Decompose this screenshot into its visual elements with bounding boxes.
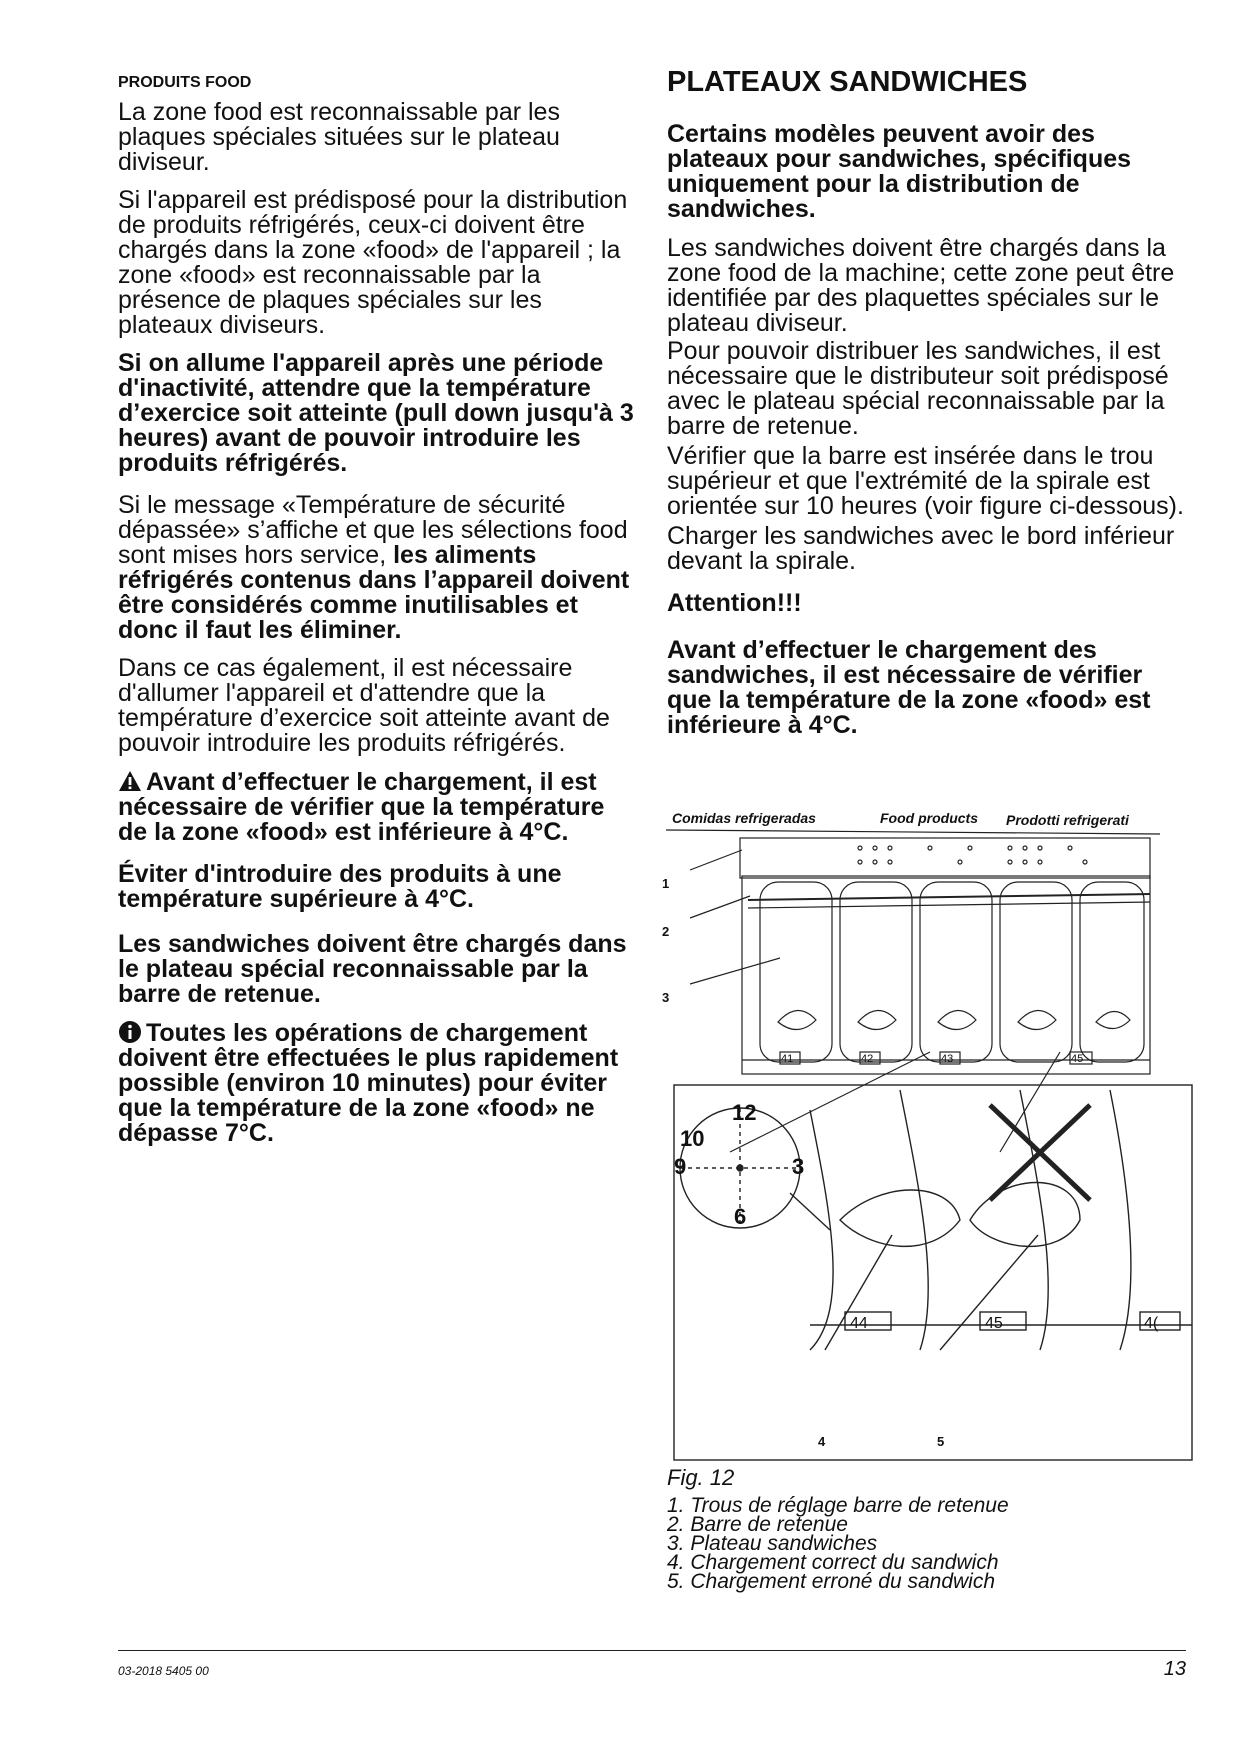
warning-startup: Si on allume l'appareil après une période d'inactivité, attendre que la température d’exercice soit atteinte (pull down jusqu'à 3 heures) avant de pouvoir introduire les produits réfrigérés. [118, 349, 634, 477]
left-column [118, 70, 638, 1159]
warning-triangle-icon [118, 769, 142, 793]
legend-item: 3. Plateau sandwiches [667, 1532, 878, 1555]
paragraph-2: Si l'appareil est prédisposé pour la distribution de produits réfrigérés, ceux-ci doivent être chargés dans la zone «food» de l'appareil ; la zone «food» est reconnaissable par la présence de plaques spéciales sur les plateaux diviseurs. [118, 186, 628, 339]
figure-legend [667, 1496, 1009, 1591]
slot-label-45: 45 [1071, 1053, 1084, 1065]
section-title: PLATEAUX SANDWICHES [667, 66, 1028, 98]
legend-item: 2. Barre de retenue [667, 1513, 848, 1536]
loading-time-note [118, 1020, 638, 1146]
paragraph-safety-message [118, 493, 638, 643]
footer-divider [118, 1650, 1186, 1651]
figure-caption: Fig. 12 [667, 1465, 735, 1490]
safety-message-bold: les aliments réfrigérés contenus dans l’appareil doivent être considérés comme inutilisables et donc il faut les éliminer. [118, 541, 630, 644]
clock-9: 9 [674, 1154, 687, 1179]
paragraph-tray-setup: Pour pouvoir distribuer les sandwiches, il est nécessaire que le distributeur soit prédisposé avec le plateau spécial reconnaissable par la barre de retenue. [667, 337, 1169, 440]
legend-item: 5. Chargement erroné du sandwich [667, 1570, 996, 1593]
document-code: 03-2018 5405 00 [118, 1664, 209, 1678]
clock-3: 3 [792, 1154, 805, 1179]
callout-5: 5 [937, 1434, 945, 1449]
warning-temperature-text: Avant d’effectuer le chargement, il est nécessaire de vérifier que la température de la zone «food» est inférieure à 4°C. [118, 768, 605, 846]
attention-text: Avant d’effectuer le chargement des sandwiches, il est nécessaire de vérifier que la température de la zone «food» est inférieure à 4°C. [667, 636, 1151, 739]
callout-3: 3 [662, 990, 670, 1005]
slot-label-41: 41 [781, 1053, 794, 1065]
safety-message-text: Si le message «Température de sécurité dépassée» s’affiche et que les sélections food sont mises hors service, [118, 491, 628, 569]
sandwich-wrong [970, 1183, 1080, 1247]
clock-6: 6 [734, 1204, 747, 1229]
detail-slot-44: 44 [850, 1315, 868, 1332]
slot-label-43: 43 [941, 1053, 954, 1065]
legend-item: 4. Chargement correct du sandwich [667, 1551, 999, 1574]
strip-label-en: Food products [880, 810, 978, 826]
section-label: PRODUITS FOOD [118, 74, 252, 91]
paragraph-1: La zone food est reconnaissable par les plaques spéciales situées sur le plateau diviseur. [118, 98, 560, 176]
avoid-warm-products: Éviter d'introduire des produits à une température supérieure à 4°C. [118, 860, 562, 913]
intro-bold: Certains modèles peuvent avoir des plateaux pour sandwiches, spécifiques uniquement pour la distribution de sandwiches. [667, 120, 1132, 223]
warning-temperature [118, 769, 638, 845]
strip-label-es: Comidas refrigeradas [672, 810, 816, 826]
page-number: 13 [1163, 1658, 1186, 1680]
clock-12: 12 [732, 1100, 757, 1125]
callout-2: 2 [662, 924, 670, 939]
loading-time-text: Toutes les opérations de chargement doivent être effectuées le plus rapidement possible (environ 10 minutes) pour éviter que la température de la zone «food» ne dépasse 7°C. [118, 1019, 619, 1147]
paragraph-bar-check: Vérifier que la barre est insérée dans le trou supérieur et que l'extrémité de la spirale est orientée sur 10 heures (voir figure ci-dessous). [667, 442, 1184, 520]
info-icon [118, 1020, 142, 1044]
clock-10: 10 [680, 1126, 705, 1151]
right-column [667, 66, 1187, 751]
paragraph-charge: Charger les sandwiches avec le bord inférieur devant la spirale. [667, 522, 1175, 575]
legend-item: 1. Trous de réglage barre de retenue [667, 1494, 1009, 1517]
sandwich-tray-figure [660, 790, 1200, 1480]
paragraph-loading-zone: Les sandwiches doivent être chargés dans la zone food de la machine; cette zone peut être identifiée par des plaquettes spéciales sur le plateau diviseur. [667, 234, 1175, 337]
strip-label-it: Prodotti refrigerati [1006, 812, 1129, 828]
paragraph-restart: Dans ce cas également, il est nécessaire d'allumer l'appareil et d'attendre que la température d’exercice soit atteinte avant de pouvoir introduire les produits réfrigérés. [118, 654, 610, 757]
callout-4: 4 [818, 1434, 826, 1449]
detail-slot-46: 4( [1144, 1315, 1159, 1332]
sandwich-tray-note: Les sandwiches doivent être chargés dans le plateau spécial reconnaissable par la barre de retenue. [118, 930, 627, 1008]
detail-slot-45: 45 [985, 1315, 1003, 1332]
slot-label-42: 42 [861, 1053, 874, 1065]
sandwich-correct [840, 1190, 960, 1246]
callout-1: 1 [662, 876, 670, 891]
attention-heading: Attention!!! [667, 589, 802, 617]
